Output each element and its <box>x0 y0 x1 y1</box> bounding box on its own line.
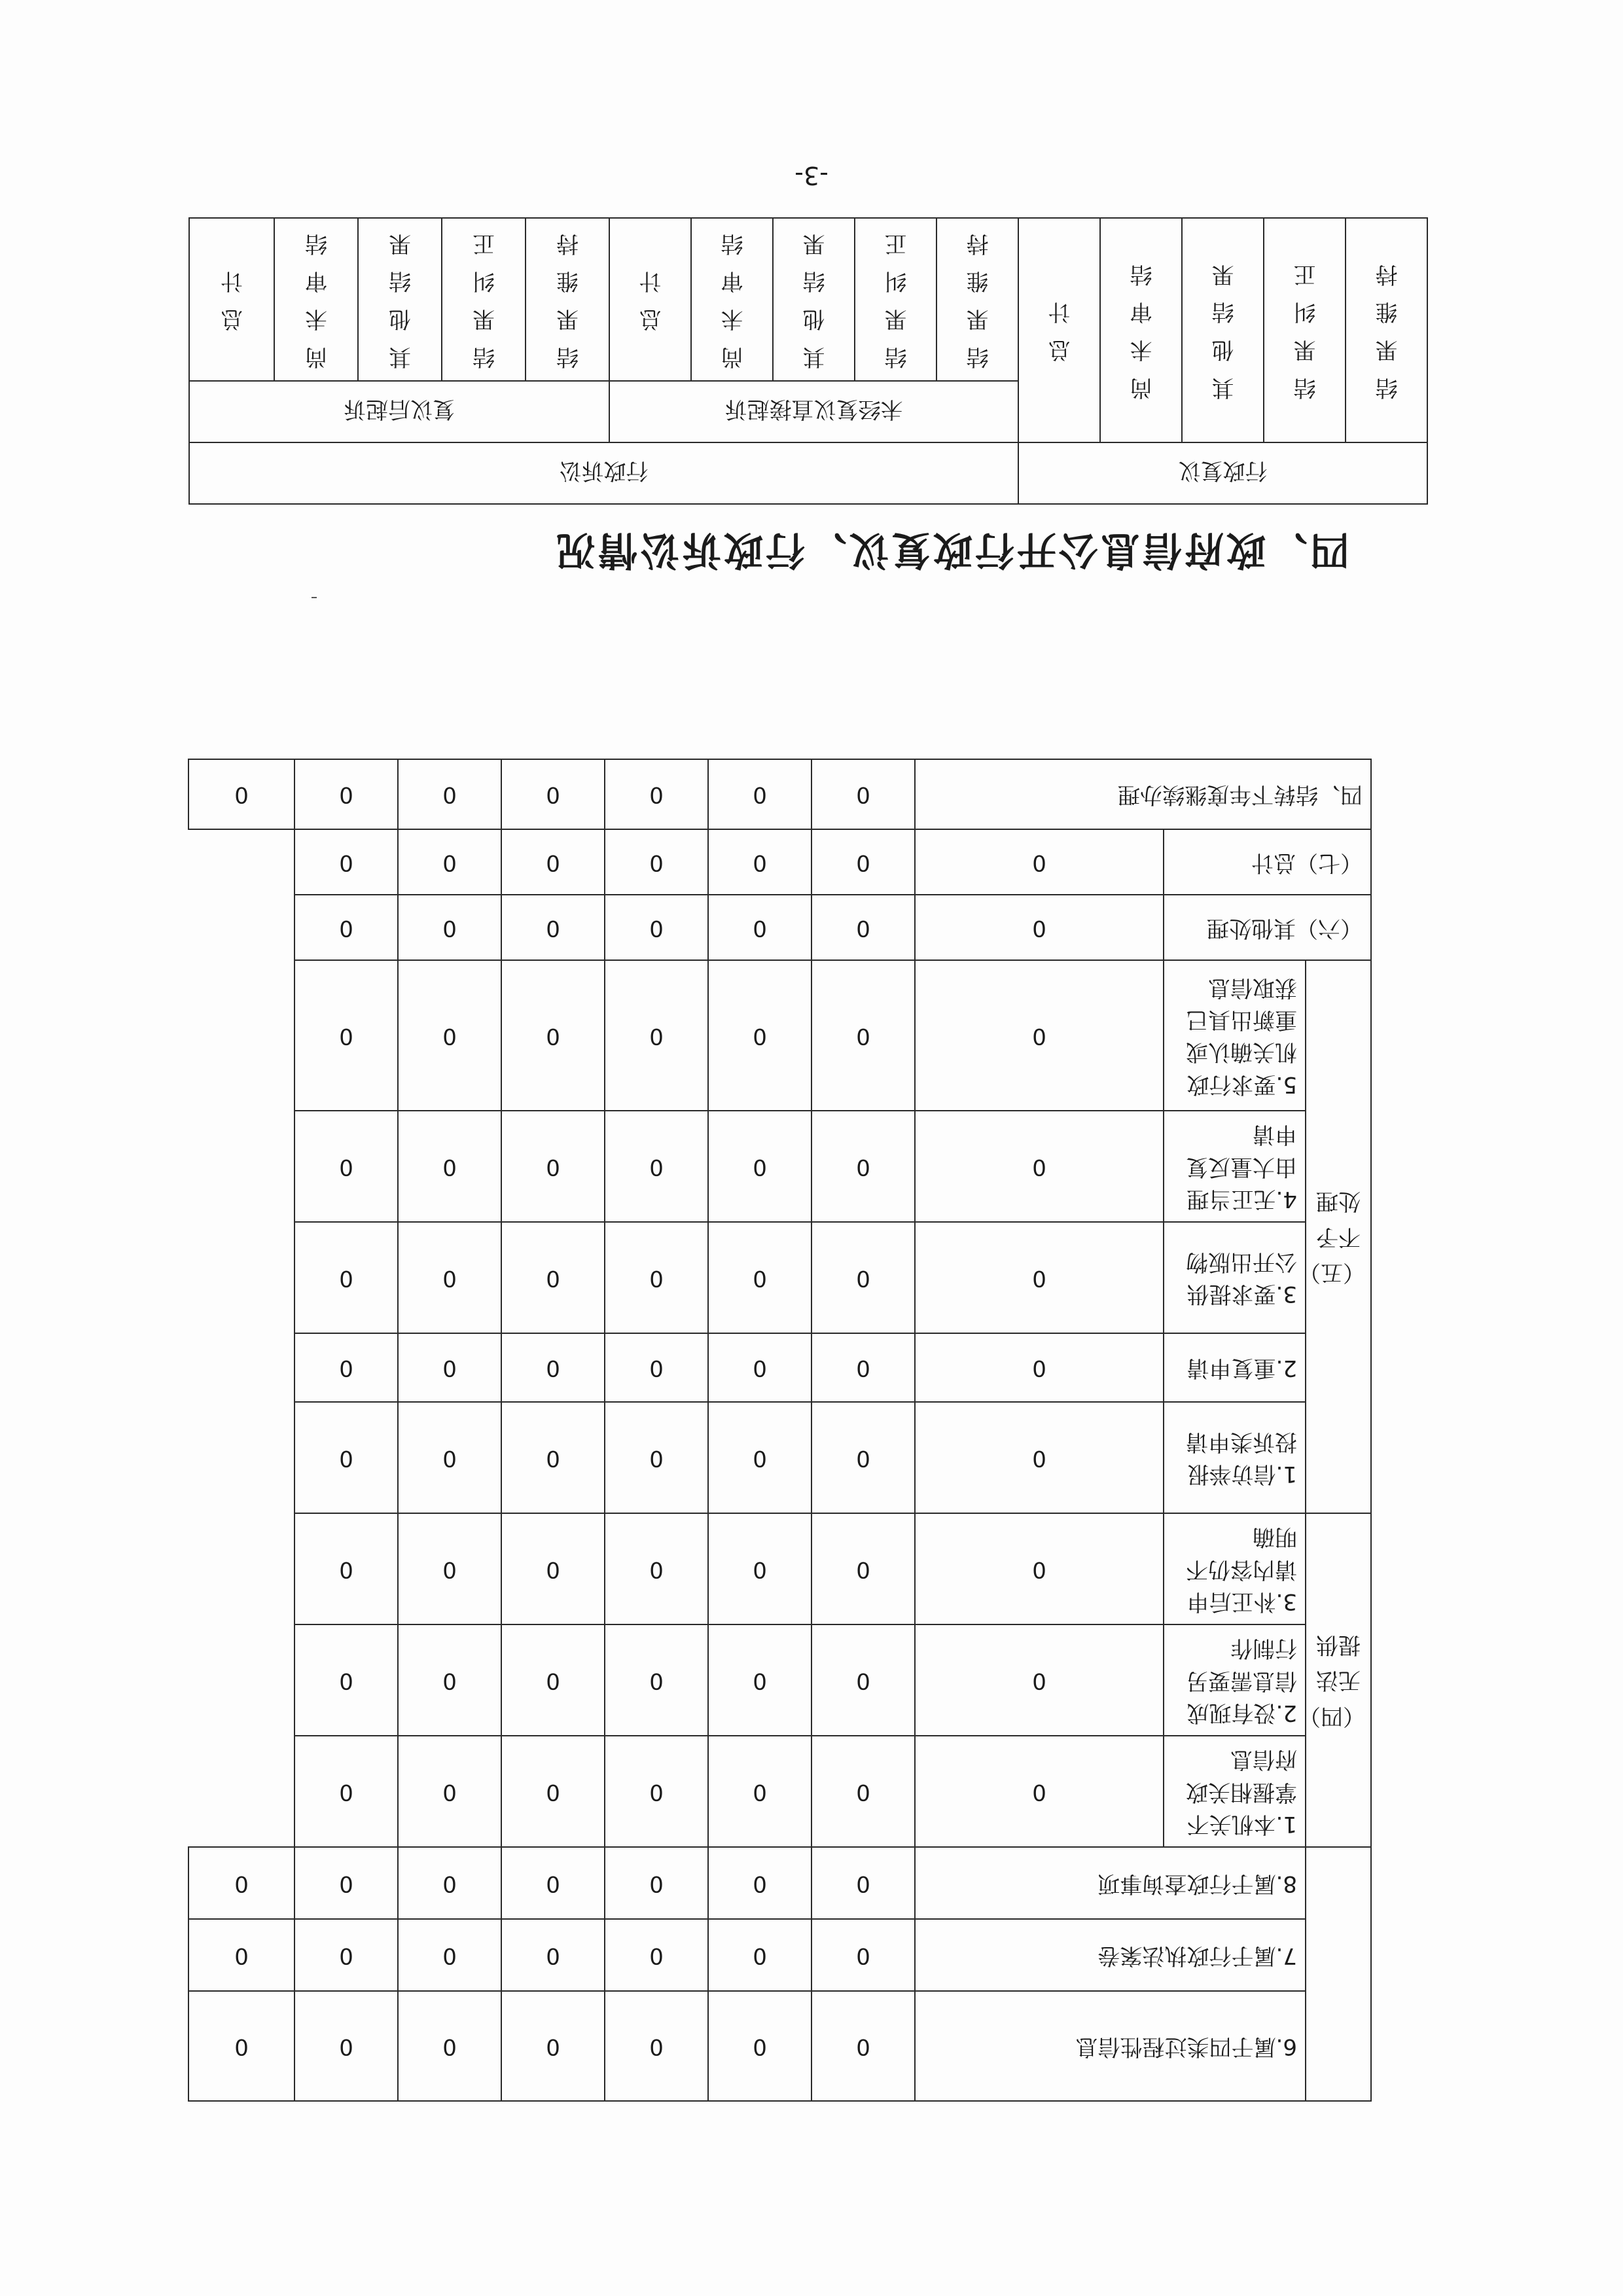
value-cell: 0 <box>708 1222 812 1333</box>
value-cell: 0 <box>605 1624 708 1736</box>
value-cell: 0 <box>294 1333 398 1402</box>
value-cell: 0 <box>398 1111 501 1222</box>
value-cell: 0 <box>501 1111 605 1222</box>
value-cell: 0 <box>294 895 398 960</box>
value-cell: 0 <box>294 1111 398 1222</box>
stray-mark <box>312 597 317 598</box>
table-row <box>188 895 1371 960</box>
value-cell: 0 <box>812 1991 915 2101</box>
value-cell: 0 <box>398 1402 501 1513</box>
page-number: -3- <box>794 161 829 190</box>
value-cell: 0 <box>708 1847 812 1919</box>
value-cell: 0 <box>501 960 605 1111</box>
value-cell: 0 <box>812 829 915 895</box>
value-cell: 0 <box>501 1919 605 1991</box>
column-header: 其他结果 <box>1182 218 1264 442</box>
table-row <box>188 1919 1371 1991</box>
value-cell: 0 <box>915 1402 1164 1513</box>
row-label: 2.重复申请 <box>1164 1333 1306 1402</box>
column-header: 结果纠正 <box>855 218 936 381</box>
value-cell: 0 <box>501 1333 605 1402</box>
value-cell: 0 <box>708 1919 812 1991</box>
value-cell: 0 <box>915 1736 1164 1847</box>
value-cell: 0 <box>708 1111 812 1222</box>
value-cell: 0 <box>812 1847 915 1919</box>
value-cell: 0 <box>501 895 605 960</box>
table-row <box>188 1847 1371 1919</box>
value-cell: 0 <box>398 960 501 1111</box>
header-administrative-review: 行政复议 <box>1018 442 1427 504</box>
value-cell: 0 <box>708 1333 812 1402</box>
value-cell: 0 <box>294 1513 398 1624</box>
value-cell: 0 <box>501 759 605 829</box>
table-row <box>188 1222 1371 1333</box>
row-label: （七）总计 <box>1164 829 1371 895</box>
value-cell: 0 <box>294 1222 398 1333</box>
column-header: 其他结果 <box>358 218 442 381</box>
value-cell: 0 <box>398 829 501 895</box>
value-cell: 0 <box>501 1736 605 1847</box>
value-cell: 0 <box>501 1847 605 1919</box>
value-cell: 0 <box>605 1991 708 2101</box>
table-row <box>188 1624 1371 1736</box>
value-cell: 0 <box>812 895 915 960</box>
value-cell: 0 <box>398 1333 501 1402</box>
value-cell: 0 <box>501 1513 605 1624</box>
value-cell: 0 <box>188 1919 294 1991</box>
review-litigation-table <box>188 217 1428 505</box>
value-cell: 0 <box>605 1919 708 1991</box>
header-direct-litigation: 未经复议直接起诉 <box>609 381 1018 442</box>
value-cell: 0 <box>812 960 915 1111</box>
column-header: 总计 <box>189 218 274 381</box>
column-header: 总计 <box>1018 218 1100 442</box>
header-litigation-after-review: 复议后起诉 <box>189 381 609 442</box>
value-cell: 0 <box>294 960 398 1111</box>
column-header: 尚未审结 <box>1100 218 1182 442</box>
value-cell: 0 <box>605 759 708 829</box>
value-cell: 0 <box>812 1624 915 1736</box>
value-cell: 0 <box>501 1222 605 1333</box>
value-cell: 0 <box>708 829 812 895</box>
value-cell: 0 <box>294 1624 398 1736</box>
column-header: 总计 <box>609 218 691 381</box>
value-cell: 0 <box>915 1333 1164 1402</box>
value-cell: 0 <box>605 1736 708 1847</box>
row-label: 3.要求提供公开出版物 <box>1164 1222 1306 1333</box>
value-cell: 0 <box>398 895 501 960</box>
table-row <box>188 1991 1371 2101</box>
column-header: 结果纠正 <box>442 218 526 381</box>
row-label: （六）其他处理 <box>1164 895 1371 960</box>
value-cell: 0 <box>812 1333 915 1402</box>
table-row <box>188 759 1371 829</box>
value-cell: 0 <box>708 895 812 960</box>
value-cell: 0 <box>708 1991 812 2101</box>
value-cell: 0 <box>294 1402 398 1513</box>
value-cell: 0 <box>501 1402 605 1513</box>
row-label: 5.要求行政机关确认或重新出具已获取信息 <box>1164 960 1306 1111</box>
section-title: 四、政府信息公开行政复议、行政诉讼情况 <box>554 527 1349 573</box>
value-cell: 0 <box>708 1736 812 1847</box>
value-cell: 0 <box>915 1222 1164 1333</box>
row-label: 1.信访举报投诉类申请 <box>1164 1402 1306 1513</box>
column-header: 结果纠正 <box>1264 218 1346 442</box>
value-cell: 0 <box>812 759 915 829</box>
value-cell: 0 <box>812 1222 915 1333</box>
group-cell-blank <box>1306 1847 1371 2101</box>
value-cell: 0 <box>708 1624 812 1736</box>
row-label: 2.没有现成信息需要另行制作 <box>1164 1624 1306 1736</box>
value-cell: 0 <box>294 759 398 829</box>
row-label: 6.属于四类过程性信息 <box>915 1991 1306 2101</box>
value-cell: 0 <box>398 1736 501 1847</box>
row-label: 8.属于行政查询事项 <box>915 1847 1306 1919</box>
column-header: 结果维持 <box>1346 218 1427 442</box>
value-cell: 0 <box>398 759 501 829</box>
value-cell: 0 <box>915 829 1164 895</box>
value-cell: 0 <box>605 1111 708 1222</box>
value-cell: 0 <box>605 1402 708 1513</box>
table-row <box>189 442 1427 504</box>
row-label: 4.无正当理由大量反复申请 <box>1164 1111 1306 1222</box>
table-row <box>188 1736 1371 1847</box>
value-cell: 0 <box>708 960 812 1111</box>
value-cell: 0 <box>501 1624 605 1736</box>
value-cell: 0 <box>398 1513 501 1624</box>
value-cell: 0 <box>501 1991 605 2101</box>
column-header: 尚未审结 <box>691 218 773 381</box>
column-header: 结果维持 <box>526 218 609 381</box>
value-cell: 0 <box>812 1919 915 1991</box>
value-cell: 0 <box>605 895 708 960</box>
value-cell: 0 <box>188 759 294 829</box>
value-cell: 0 <box>294 829 398 895</box>
value-cell: 0 <box>915 1624 1164 1736</box>
row-label: 7.属于行政执法案卷 <box>915 1919 1306 1991</box>
value-cell: 0 <box>605 1847 708 1919</box>
row-label: 3.补正后申请内容仍不明确 <box>1164 1513 1306 1624</box>
value-cell: 0 <box>812 1736 915 1847</box>
table-row <box>188 960 1371 1111</box>
value-cell: 0 <box>294 1991 398 2101</box>
column-header: 其他结果 <box>773 218 855 381</box>
value-cell: 0 <box>398 1222 501 1333</box>
row-label: 1.本机关不掌握相关政府信息 <box>1164 1736 1306 1847</box>
table-row <box>189 381 1427 442</box>
column-header: 尚未审结 <box>274 218 358 381</box>
value-cell: 0 <box>812 1111 915 1222</box>
value-cell: 0 <box>605 1513 708 1624</box>
table-row <box>188 1333 1371 1402</box>
value-cell: 0 <box>398 1991 501 2101</box>
value-cell: 0 <box>708 1513 812 1624</box>
group-cell-not-processed: （五）不予处理 <box>1306 960 1371 1513</box>
value-cell: 0 <box>398 1847 501 1919</box>
value-cell: 0 <box>605 1222 708 1333</box>
table-row <box>188 1111 1371 1222</box>
value-cell: 0 <box>915 1513 1164 1624</box>
table-row <box>188 1513 1371 1624</box>
disposition-results-table <box>188 759 1372 2102</box>
value-cell: 0 <box>294 1736 398 1847</box>
value-cell: 0 <box>915 1111 1164 1222</box>
value-cell: 0 <box>605 829 708 895</box>
value-cell: 0 <box>605 1333 708 1402</box>
value-cell: 0 <box>294 1919 398 1991</box>
value-cell: 0 <box>398 1919 501 1991</box>
column-header: 结果维持 <box>936 218 1018 381</box>
value-cell: 0 <box>501 829 605 895</box>
table-row <box>188 829 1371 895</box>
row-label: 四、结转下年度继续办理 <box>915 759 1371 829</box>
value-cell: 0 <box>708 1402 812 1513</box>
value-cell: 0 <box>605 960 708 1111</box>
value-cell: 0 <box>812 1402 915 1513</box>
value-cell: 0 <box>188 1847 294 1919</box>
table-row <box>188 1402 1371 1513</box>
value-cell: 0 <box>398 1624 501 1736</box>
header-administrative-litigation: 行政诉讼 <box>189 442 1018 504</box>
value-cell: 0 <box>812 1513 915 1624</box>
group-cell-unable-to-provide: （四）无法提供 <box>1306 1513 1371 1847</box>
value-cell: 0 <box>915 960 1164 1111</box>
value-cell: 0 <box>294 1847 398 1919</box>
value-cell: 0 <box>708 759 812 829</box>
value-cell: 0 <box>915 895 1164 960</box>
value-cell: 0 <box>188 1991 294 2101</box>
